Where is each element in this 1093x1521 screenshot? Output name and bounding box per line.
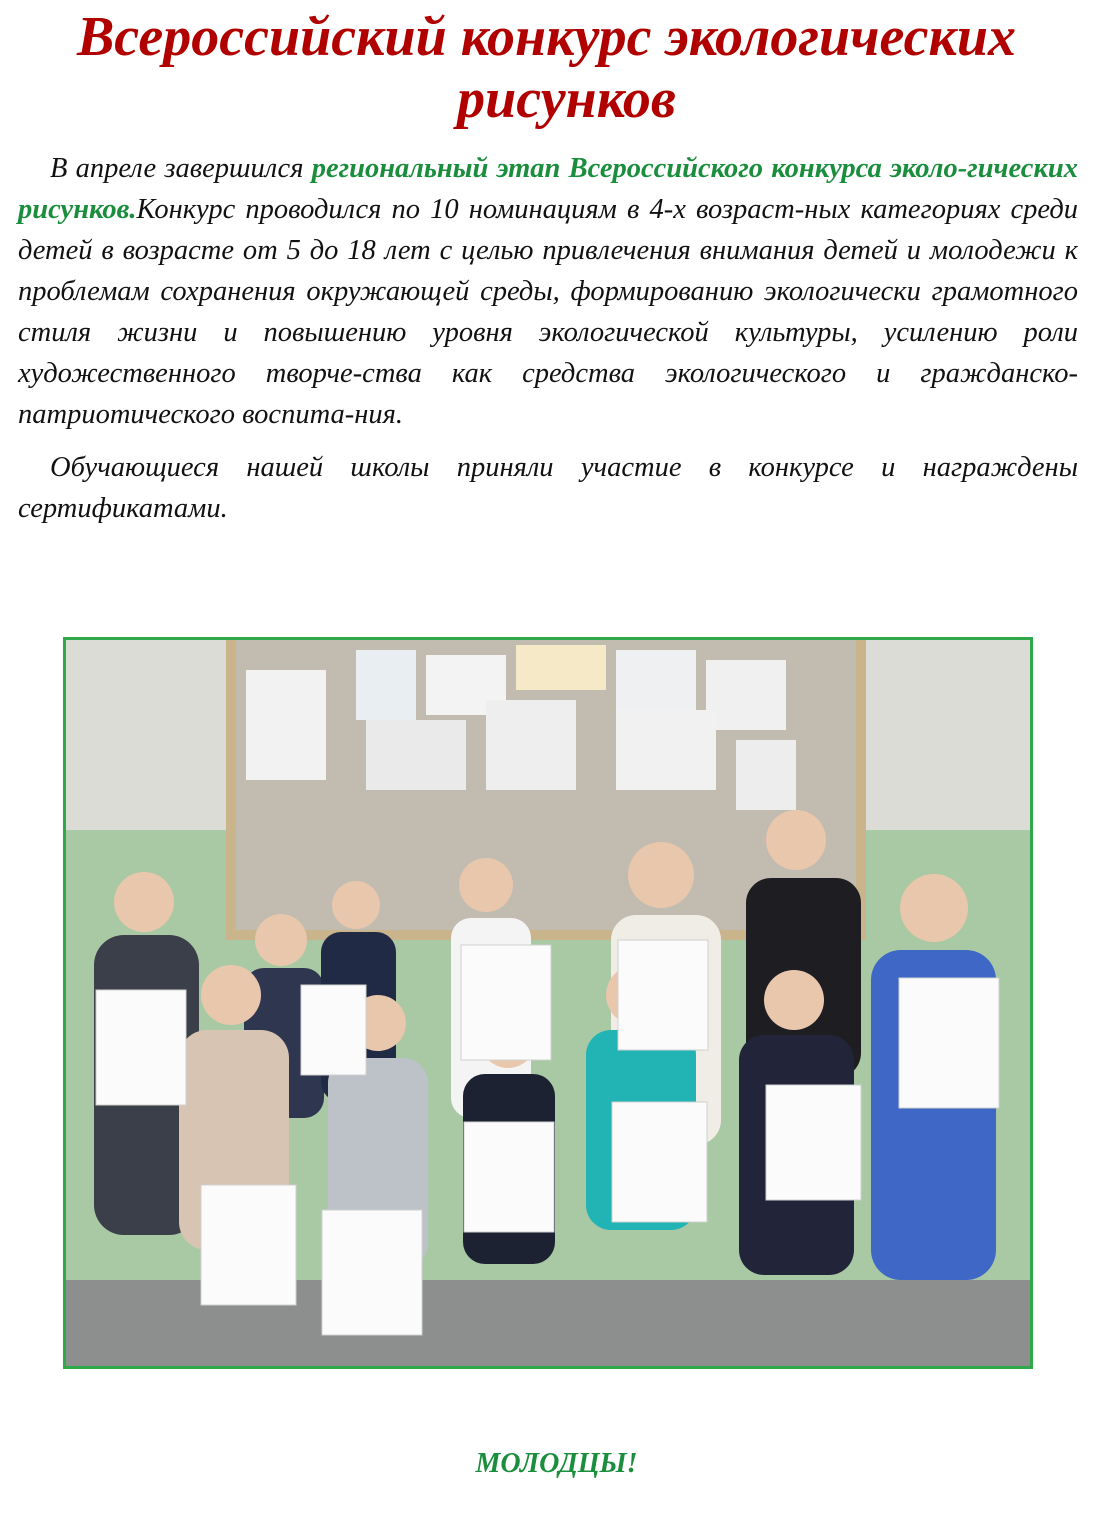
footer-text: МОЛОДЦЫ! (475, 1448, 638, 1479)
paragraph-1 (18, 148, 1078, 435)
paragraph-2: Обучающиеся нашей школы приняли участие в конкурсе и награждены сертификатами. (18, 452, 1078, 524)
paragraph-1-rest: Конкурс проводился по 10 номинациям в 4-х возраст-ных категориях среди детей в возрасте от 5 до 18 лет с целью привлечения внимания детей и молодежи к проблемам сохранения окружающей среды, формированию экологически грамотного стиля жизни и повышению уровня экологической культуры, усилению роли художественного творче-ства как средства экологического и гражданско-патриотического воспита-ния. (18, 194, 1078, 430)
article-body (18, 148, 1078, 529)
page-title (0, 6, 1093, 130)
group-photo-illustration (66, 640, 1030, 1366)
group-photo (63, 637, 1033, 1369)
title-line-1: Всероссийский конкурс экологических (76, 6, 1017, 68)
paragraph-1-highlight: региональный этап Всероссийского конкурса эколо-гических рисунков. (18, 153, 1078, 225)
paragraph-1-intro: В апреле завершился (50, 153, 312, 184)
title-line-2: рисунков (457, 68, 676, 130)
